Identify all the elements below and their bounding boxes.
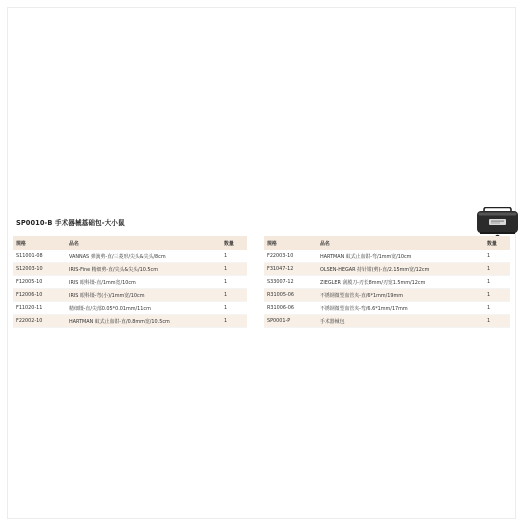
header-code: 规格 (264, 236, 312, 250)
item-name: IRIS 眼科镊-弯(小)/1mm宽/10cm (61, 289, 221, 302)
item-code: F11020-11 (13, 302, 61, 315)
item-name: OLSEN-HEGAR 持针钳(剪)-直/2.15mm宽/12cm (312, 263, 484, 276)
table-header-row (264, 236, 510, 250)
item-name: IRIS 眼科镊-直/1mm宽/10cm (61, 276, 221, 289)
table-row (264, 302, 510, 315)
item-qty: 1 (221, 263, 247, 276)
header-name: 品名 (312, 236, 484, 250)
item-qty: 1 (221, 250, 247, 263)
table-row (264, 263, 510, 276)
table-row (13, 289, 247, 302)
item-qty: 1 (484, 250, 510, 263)
table-row (13, 276, 247, 289)
right-instrument-table (264, 236, 510, 328)
item-name: HARTMAN 蚊式止血钳-弯/1mm宽/10cm (312, 250, 484, 263)
header-code: 规格 (13, 236, 61, 250)
header-name: 品名 (61, 236, 221, 250)
item-qty: 1 (221, 289, 247, 302)
table-row (13, 315, 247, 328)
item-code: SP0001-P (264, 315, 312, 328)
document-title: SP0010-B 手术器械基础包-大小鼠 (16, 219, 125, 227)
table-row (13, 302, 247, 315)
item-code: S11001-08 (13, 250, 61, 263)
table-header-row (13, 236, 247, 250)
table-row (264, 250, 510, 263)
left-instrument-table (13, 236, 247, 328)
item-code: S12003-10 (13, 263, 61, 276)
item-code: F22002-10 (13, 315, 61, 328)
item-name: 精细镊-直/尖部0.05*0.01mm/11cm (61, 302, 221, 315)
item-qty: 1 (484, 263, 510, 276)
item-name: IRIS-Fine 精细剪-直/尖头&尖头/10.5cm (61, 263, 221, 276)
item-name: 不锈钢微型血管夹-直/6*1mm/19mm (312, 289, 484, 302)
table-row (13, 250, 247, 263)
item-code: F12006-10 (13, 289, 61, 302)
table-row (13, 263, 247, 276)
item-name: 不锈钢微型血管夹-弯/6.6*1mm/17mm (312, 302, 484, 315)
item-qty: 1 (221, 315, 247, 328)
item-code: R31006-06 (264, 302, 312, 315)
item-name: HARTMAN 蚊式止血钳-直/0.8mm宽/10.5cm (61, 315, 221, 328)
item-qty: 1 (484, 289, 510, 302)
header-qty: 数量 (484, 236, 510, 250)
table-row (264, 276, 510, 289)
item-name: ZIEGLER 刮膜刀-刃长8mm/刃宽1.5mm/12cm (312, 276, 484, 289)
item-code: F31047-12 (264, 263, 312, 276)
item-code: F22003-10 (264, 250, 312, 263)
item-qty: 1 (484, 276, 510, 289)
item-code: S33007-12 (264, 276, 312, 289)
table-row (264, 315, 510, 328)
item-qty: 1 (221, 302, 247, 315)
item-name: 手术器械包 (312, 315, 484, 328)
item-qty: 1 (484, 302, 510, 315)
table-row (264, 289, 510, 302)
item-code: R31005-06 (264, 289, 312, 302)
header-qty: 数量 (221, 236, 247, 250)
item-code: F12005-10 (13, 276, 61, 289)
item-name: VANNAS 弹簧剪-直/三菱形/尖头&尖头/8cm (61, 250, 221, 263)
item-qty: 1 (484, 315, 510, 328)
item-qty: 1 (221, 276, 247, 289)
